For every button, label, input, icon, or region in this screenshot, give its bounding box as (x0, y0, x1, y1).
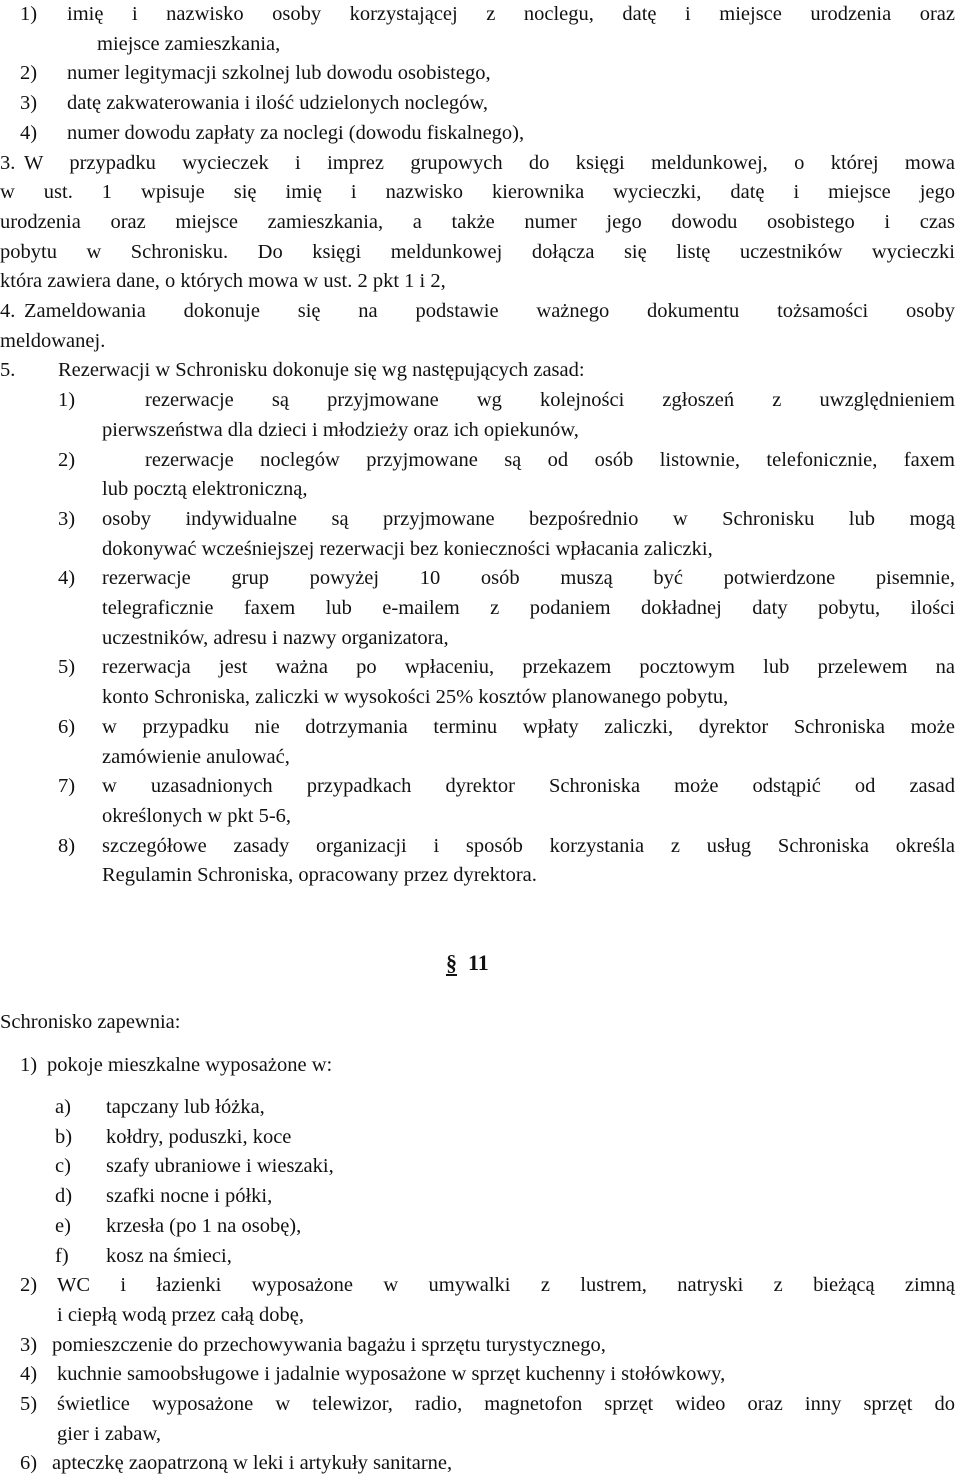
list-item-text: imię i nazwisko osoby korzystającej z noclegu, datę i miejsce urodzenia oraz (67, 3, 955, 25)
sub-item-letter: d) (55, 1185, 73, 1208)
list-item-number: 2) (58, 448, 76, 471)
list-item-number: 1) (58, 389, 76, 412)
list-item-number: 3) (20, 1333, 38, 1356)
list-item-text: WC i łazienki wyposażone w umywalki z lustrem, natryski z bieżącą zimną (57, 1274, 955, 1297)
list-item-text: apteczkę zaopatrzoną w leki i artykuły sanitarne, (52, 1452, 453, 1475)
list-item-text: konto Schroniska, zaliczki w wysokości 25% kosztów planowanego pobytu, (102, 686, 729, 709)
section-heading (446, 950, 489, 976)
list-item-text: lub pocztą elektroniczną, (102, 478, 308, 501)
paragraph-text: Rezerwacji w Schronisku dokonuje się wg następujących zasad: (58, 359, 585, 382)
list-item-number: 2) (20, 62, 38, 85)
list-item-text: pokoje mieszkalne wyposażone w: (47, 1054, 333, 1076)
paragraph-text: meldowanej. (0, 329, 106, 352)
sub-item-letter: f) (55, 1244, 69, 1267)
list-item-text: pomieszczenie do przechowywania bagażu i sprzętu turystycznego, (52, 1333, 606, 1356)
sub-item-letter: a) (55, 1096, 71, 1118)
paragraph-text: Zameldowania dokonuje się na podstawie ważnego dokumentu tożsamości osoby (24, 300, 955, 322)
list-item-text: telegraficznie faxem lub e-mailem z podaniem dokładnej daty pobytu, ilości (102, 597, 955, 619)
sub-item-text: szafy ubraniowe i wieszaki, (106, 1155, 334, 1178)
list-item-number: 1) (20, 1054, 38, 1076)
list-item-number: 5) (20, 1393, 38, 1415)
list-item-text: kuchnie samoobsługowe i jadalnie wyposażone w sprzęt kuchenny i stołówkowy, (57, 1363, 726, 1386)
list-item-text: Regulamin Schroniska, opracowany przez dyrektora. (102, 864, 537, 887)
paragraph-number: 4. (0, 300, 16, 322)
list-item-text: datę zakwaterowania i ilość udzielonych noclegów, (67, 92, 489, 115)
list-item-text: numer legitymacji szkolnej lub dowodu osobistego, (67, 62, 491, 85)
sub-item-letter: e) (55, 1214, 71, 1237)
list-item-number: 3) (20, 92, 38, 115)
list-item-text: szczegółowe zasady organizacji i sposób korzystania z usług Schroniska określa (102, 834, 955, 857)
list-item-text: pierwszeństwa dla dzieci i młodzieży oraz ich opiekunów, (102, 418, 579, 441)
list-item-text: świetlice wyposażone w telewizor, radio, magnetofon sprzęt wideo oraz inny sprzęt do (57, 1393, 955, 1415)
paragraph-text: która zawiera dane, o których mowa w ust. 2 pkt 1 i 2, (0, 270, 446, 293)
list-item-text: rezerwacje noclegów przyjmowane są od osób listownie, telefonicznie, faxem (145, 448, 955, 471)
list-item-number: 4) (20, 1363, 38, 1386)
list-item-number: 8) (58, 834, 76, 857)
list-item-text: rezerwacje są przyjmowane wg kolejności zgłoszeń z uwzględnieniem (145, 389, 955, 412)
sub-item-text: kosz na śmieci, (106, 1244, 232, 1267)
section-intro: Schronisko zapewnia: (0, 1011, 181, 1033)
list-item-text: dokonywać wcześniejszej rezerwacji bez konieczności wpłacania zaliczki, (102, 537, 713, 560)
paragraph-text: pobytu w Schronisku. Do księgi meldunkowej dołącza się listę uczestników wycieczki (0, 240, 955, 263)
list-item-number: 4) (20, 121, 38, 144)
paragraph-number: 3. (0, 151, 16, 174)
list-item-text: określonych w pkt 5-6, (102, 804, 292, 827)
list-item-number: 5) (58, 656, 76, 679)
list-item-number: 2) (20, 1274, 38, 1297)
sub-item-text: krzesła (po 1 na osobę), (106, 1214, 302, 1237)
list-item-text: miejsce zamieszkania, (97, 32, 281, 55)
list-item-number: 6) (58, 715, 76, 738)
list-item-text: numer dowodu zapłaty za noclegi (dowodu fiskalnego), (67, 121, 525, 144)
list-item-text: gier i zabaw, (57, 1422, 161, 1445)
list-item-text: rezerwacje grup powyżej 10 osób muszą być potwierdzone pisemnie, (102, 567, 955, 590)
list-item-text: w przypadku nie dotrzymania terminu wpłaty zaliczki, dyrektor Schroniska może (102, 715, 955, 738)
list-item-text: i ciepłą wodą przez całą dobę, (57, 1303, 305, 1326)
list-item-number: 1) (20, 3, 38, 25)
sub-item-text: szafki nocne i półki, (106, 1185, 273, 1208)
list-item-text: w uzasadnionych przypadkach dyrektor Schroniska może odstąpić od zasad (102, 775, 955, 798)
sub-item-letter: b) (55, 1125, 73, 1148)
list-item-text: osoby indywidualne są przyjmowane bezpośrednio w Schronisku lub mogą (102, 507, 955, 530)
list-item-number: 4) (58, 567, 76, 590)
list-item-text: uczestników, adresu i nazwy organizatora, (102, 626, 449, 649)
paragraph-text: W przypadku wycieczek i imprez grupowych do księgi meldunkowej, o której mowa (24, 151, 955, 174)
sub-item-letter: c) (55, 1155, 71, 1178)
sub-item-text: kołdry, poduszki, koce (106, 1125, 292, 1148)
paragraph-text: urodzenia oraz miejsce zamieszkania, a także numer jego dowodu osobistego i czas (0, 210, 955, 233)
list-item-number: 7) (58, 775, 76, 798)
list-item-number: 3) (58, 507, 76, 530)
section-sign: § (446, 950, 457, 975)
list-item-text: rezerwacja jest ważna po wpłaceniu, przekazem pocztowym lub przelewem na (102, 656, 955, 679)
paragraph-number: 5. (0, 359, 16, 382)
section-number: 11 (468, 950, 489, 975)
paragraph-text: w ust. 1 wpisuje się imię i nazwisko kierownika wycieczki, datę i miejsce jego (0, 181, 955, 204)
sub-item-text: tapczany lub łóżka, (106, 1096, 265, 1118)
list-item-text: zamówienie anulować, (102, 745, 290, 768)
list-item-number: 6) (20, 1452, 38, 1475)
